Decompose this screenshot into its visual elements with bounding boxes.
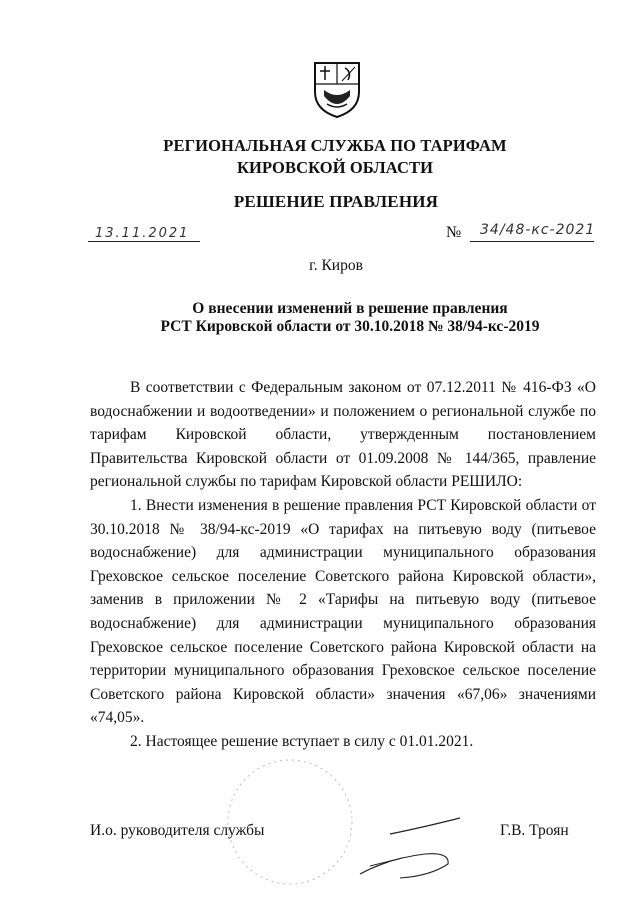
number-sign: №: [446, 224, 462, 241]
subject-line1: О внесении изменений в решение правления: [192, 300, 508, 317]
handwritten-signature: [330, 796, 480, 886]
org-name-line2: КИРОВСКОЙ ОБЛАСТИ: [236, 158, 434, 177]
body-paragraph-3: 2. Настоящее решение вступает в силу с 01.01.2021.: [130, 732, 474, 750]
document-date: 13.11.2021: [95, 226, 190, 241]
city: г. Киров: [309, 257, 363, 274]
subject-line2: РСТ Кировской области от 30.10.2018 № 38/94-кс-2019: [160, 318, 540, 335]
document-title: РЕШЕНИЕ ПРАВЛЕНИЯ: [233, 192, 439, 211]
signatory-title: И.о. руководителя службы: [90, 822, 265, 839]
body-paragraph-2: 1. Внести изменения в решение правления РСТ Кировской области от 30.10.2018 № 38/94-кс-2019 «О тарифах на питьевую воду (питьевое водоснабжение) для администрации муниципального образования Греховское сельское поселение Советского района Кировской области», заменив в приложении № 2 «Тарифы на питьевую воду (питьевое водоснабжение) для администрации муниципального образования Греховское сельское поселение Советского района Кировской области на территории муниципального образования Греховское сельское поселение Советского района Кировской области» значения «67,06» значениями «74,05».: [90, 496, 596, 727]
org-name-line1: РЕГИОНАЛЬНАЯ СЛУЖБА ПО ТАРИФАМ: [163, 136, 507, 155]
date-underline: [88, 241, 200, 242]
signatory-name: Г.В. Троян: [500, 822, 569, 839]
document-number: 34/48-кс-2021: [480, 222, 596, 238]
kirov-coat-of-arms-icon: [312, 60, 362, 120]
body-paragraph-1: В соответствии с Федеральным законом от 07.12.2011 № 416-ФЗ «О водоснабжении и водоотведении» и положением о региональной службе по тарифам Кировской области, утвержденным постановлением Правительства Кировской области от 01.09.2008 № 144/365, правление региональной службы по тарифам Кировской области РЕШИЛО:: [90, 379, 596, 491]
document-body: [90, 376, 596, 754]
number-underline: [470, 241, 594, 242]
